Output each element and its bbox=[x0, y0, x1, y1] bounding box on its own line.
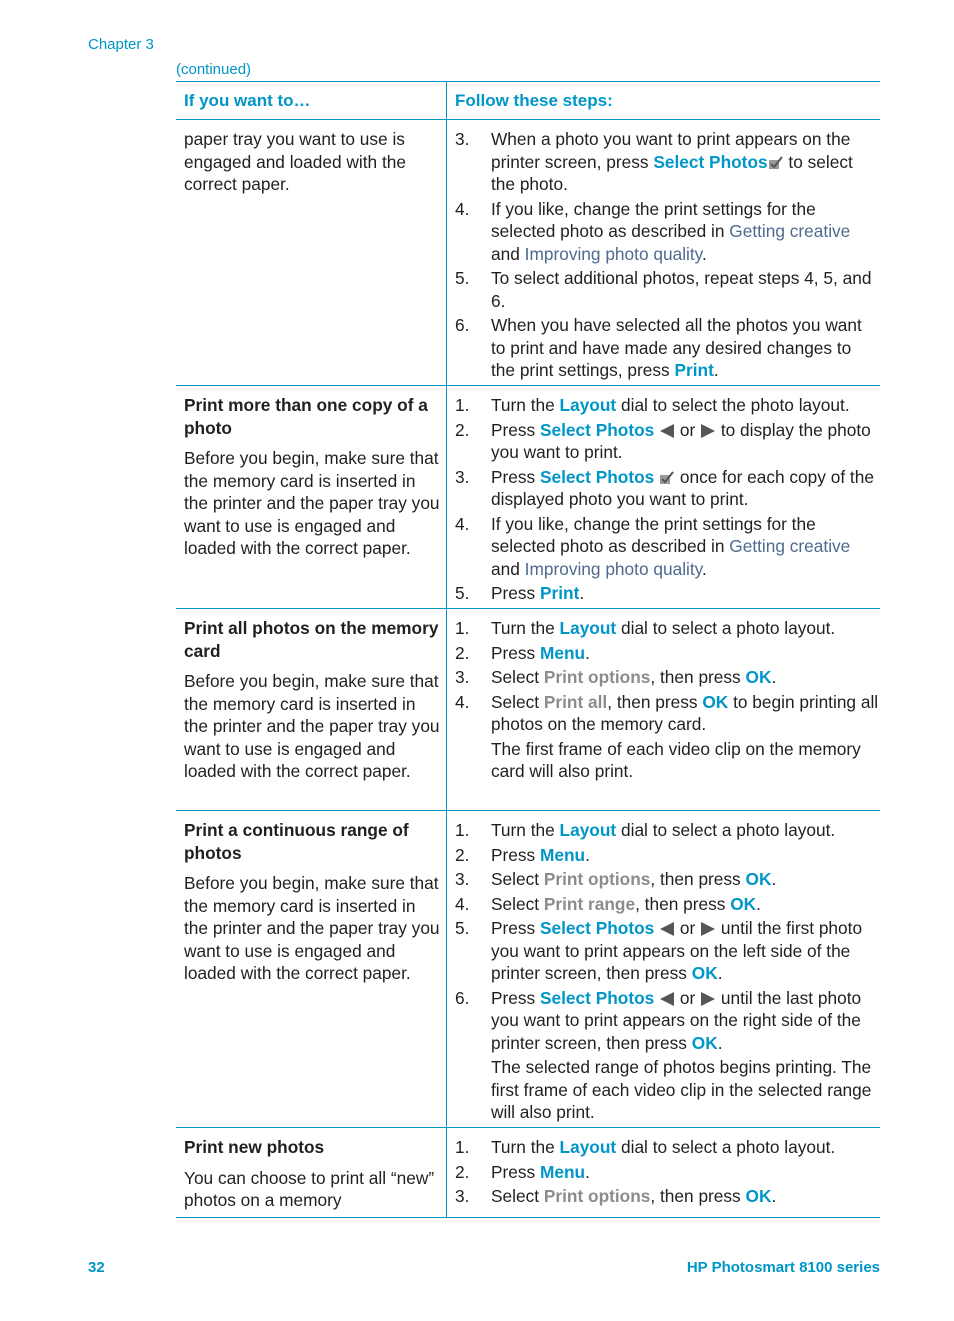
step-item bbox=[455, 917, 880, 985]
step-text: until the last photo you want to print appears on the right side of the printer screen, then press bbox=[491, 987, 862, 1053]
step-item bbox=[455, 314, 880, 382]
step-text: Select bbox=[491, 869, 544, 889]
arrow-left-icon bbox=[659, 921, 675, 937]
goal-title: Print a continuous range of photos bbox=[184, 820, 409, 863]
checkmark-icon bbox=[659, 471, 675, 485]
step-text: Press bbox=[491, 642, 540, 663]
step-note: The selected range of photos begins printing. The first frame of each video clip in the selected range will also print. bbox=[491, 1057, 872, 1122]
print-options-menu-item: Print options bbox=[543, 869, 651, 889]
product-name: HP Photosmart 8100 series bbox=[686, 1259, 880, 1276]
step-item bbox=[455, 844, 880, 867]
step-text: Turn the bbox=[491, 820, 560, 840]
step-text: Turn the bbox=[491, 1137, 560, 1157]
step-number: 6. bbox=[455, 987, 470, 1008]
step-item bbox=[455, 987, 880, 1055]
goal-description: Before you begin, make sure that the memory card is inserted in the printer and the paper tray you want to use is engaged and loaded with the correct paper. bbox=[184, 873, 440, 983]
step-text: Press bbox=[491, 844, 540, 865]
layout-dial-label: Layout bbox=[559, 1137, 617, 1157]
goal-description: paper tray you want to use is engaged and loaded with the correct paper. bbox=[184, 129, 406, 194]
checkmark-icon bbox=[768, 156, 784, 170]
step-item bbox=[455, 394, 880, 417]
step-text: Press bbox=[491, 1161, 540, 1182]
step-text: , then press bbox=[607, 691, 703, 712]
step-number: 4. bbox=[455, 893, 470, 914]
select-photos-button-label: Select Photos bbox=[539, 987, 655, 1008]
goal-cell bbox=[176, 120, 447, 385]
goal-cell bbox=[176, 811, 447, 1127]
step-number: 2. bbox=[455, 642, 470, 663]
improving-photo-quality-link[interactable]: Improving photo quality bbox=[524, 558, 703, 579]
step-item bbox=[455, 198, 880, 266]
step-text: to display the photo you want to print. bbox=[491, 419, 871, 462]
step-text: . bbox=[756, 893, 761, 914]
goal-title: Print all photos on the memory card bbox=[184, 618, 439, 661]
steps-table bbox=[176, 81, 880, 1218]
step-text: If you like, change the print settings for the selected photo as described in bbox=[491, 513, 816, 556]
layout-dial-label: Layout bbox=[559, 395, 617, 415]
step-number: 2. bbox=[455, 844, 470, 865]
steps-cell bbox=[447, 609, 880, 810]
arrow-right-icon bbox=[700, 991, 716, 1007]
step-number: 1. bbox=[455, 395, 470, 415]
ok-button-label: OK bbox=[745, 1186, 772, 1206]
column-header-goal: If you want to… bbox=[176, 82, 447, 119]
step-text: Press bbox=[491, 466, 540, 487]
step-number: 2. bbox=[455, 1161, 470, 1182]
ok-button-label: OK bbox=[745, 869, 772, 889]
menu-button-label: Menu bbox=[539, 642, 586, 663]
print-all-menu-item: Print all bbox=[543, 691, 608, 712]
step-text: Press bbox=[491, 419, 540, 440]
arrow-left-icon bbox=[659, 991, 675, 1007]
step-text: once for each copy of the displayed photo you want to print. bbox=[491, 466, 874, 509]
print-options-menu-item: Print options bbox=[543, 1186, 651, 1206]
table-row bbox=[176, 120, 880, 386]
steps-cell bbox=[447, 386, 880, 608]
print-range-menu-item: Print range bbox=[543, 893, 636, 914]
step-number: 6. bbox=[455, 315, 470, 335]
step-text: , then press bbox=[650, 667, 746, 687]
step-text: Select bbox=[491, 667, 544, 687]
step-text: If you like, change the print settings for the selected photo as described in bbox=[491, 198, 816, 241]
ok-button-label: OK bbox=[730, 893, 757, 914]
step-number: 4. bbox=[455, 691, 470, 712]
goal-title: Print more than one copy of a photo bbox=[184, 395, 428, 438]
step-item bbox=[455, 466, 880, 511]
step-text: dial to select a photo layout. bbox=[616, 820, 836, 840]
goal-description: Before you begin, make sure that the memory card is inserted in the printer and the paper tray you want to use is engaged and loaded with the correct paper. bbox=[184, 671, 440, 781]
step-text: or bbox=[675, 918, 701, 938]
steps-cell bbox=[447, 1128, 880, 1217]
step-number: 3. bbox=[455, 466, 470, 487]
step-text: dial to select the photo layout. bbox=[616, 395, 850, 415]
menu-button-label: Menu bbox=[539, 1161, 586, 1182]
step-number: 1. bbox=[455, 820, 470, 840]
step-text: . bbox=[771, 869, 777, 889]
step-text: . bbox=[579, 583, 585, 603]
step-item bbox=[455, 893, 880, 916]
goal-description: Before you begin, make sure that the memory card is inserted in the printer and the paper tray you want to use is engaged and loaded with the correct paper. bbox=[184, 448, 440, 558]
select-photos-button-label: Select Photos bbox=[539, 918, 655, 938]
getting-creative-link[interactable]: Getting creative bbox=[729, 221, 851, 241]
table-row bbox=[176, 609, 880, 811]
step-text: When you have selected all the photos you want to print and have made any desired changes to the print settings, press bbox=[491, 315, 862, 380]
step-text: . bbox=[771, 1186, 777, 1206]
step-item bbox=[455, 1161, 880, 1184]
step-text: . bbox=[585, 844, 590, 865]
step-item bbox=[455, 128, 880, 196]
step-item bbox=[455, 582, 880, 605]
arrow-left-icon bbox=[659, 423, 675, 439]
step-item bbox=[455, 617, 880, 640]
step-number: 5. bbox=[455, 583, 470, 603]
step-number: 4. bbox=[455, 198, 470, 219]
step-text: . bbox=[713, 360, 719, 380]
step-item bbox=[455, 419, 880, 464]
step-text: dial to select a photo layout. bbox=[616, 1137, 836, 1157]
step-number: 1. bbox=[455, 618, 470, 638]
step-number: 3. bbox=[455, 667, 470, 687]
menu-button-label: Menu bbox=[539, 844, 586, 865]
step-item bbox=[455, 642, 880, 665]
step-item bbox=[455, 691, 880, 736]
arrow-right-icon bbox=[700, 423, 716, 439]
step-text: . bbox=[702, 558, 707, 579]
step-text: . bbox=[717, 1032, 723, 1053]
step-text: Turn the bbox=[491, 395, 560, 415]
step-item bbox=[455, 819, 880, 842]
step-item bbox=[455, 868, 880, 891]
step-text: Select bbox=[491, 691, 544, 712]
table-row bbox=[176, 386, 880, 609]
step-number: 2. bbox=[455, 419, 470, 440]
step-text: to select the photo. bbox=[491, 151, 853, 194]
step-number: 3. bbox=[455, 1186, 470, 1206]
step-number: 5. bbox=[455, 268, 470, 288]
step-text: . bbox=[702, 243, 707, 264]
page-number: 32 bbox=[88, 1259, 105, 1276]
getting-creative-link[interactable]: Getting creative bbox=[729, 536, 851, 556]
arrow-right-icon bbox=[700, 921, 716, 937]
step-text: . bbox=[771, 667, 777, 687]
print-button-label: Print bbox=[674, 360, 714, 380]
step-item bbox=[455, 1185, 880, 1208]
step-text: , then press bbox=[635, 893, 731, 914]
ok-button-label: OK bbox=[691, 1032, 718, 1053]
table-row bbox=[176, 1128, 880, 1218]
step-text: , then press bbox=[650, 1186, 746, 1206]
layout-dial-label: Layout bbox=[559, 820, 617, 840]
step-text: Select bbox=[491, 893, 544, 914]
step-text: . bbox=[585, 642, 590, 663]
print-options-menu-item: Print options bbox=[543, 667, 651, 687]
step-text: Turn the bbox=[491, 618, 560, 638]
select-photos-button-label: Select Photos bbox=[653, 151, 768, 172]
step-number: 5. bbox=[455, 918, 470, 938]
layout-dial-label: Layout bbox=[559, 618, 617, 638]
goal-description: You can choose to print all “new” photos on a memory bbox=[184, 1167, 435, 1210]
step-text: Press bbox=[491, 583, 540, 603]
goal-cell bbox=[176, 1128, 447, 1217]
step-text: To select additional photos, repeat steps 4, 5, and 6. bbox=[491, 268, 872, 311]
step-text: or bbox=[675, 987, 701, 1008]
step-note: The first frame of each video clip on the memory card will also print. bbox=[491, 738, 861, 781]
ok-button-label: OK bbox=[745, 667, 772, 687]
step-item bbox=[455, 1136, 880, 1159]
step-number: 1. bbox=[455, 1137, 470, 1157]
step-text: Press bbox=[491, 918, 540, 938]
step-text: Select bbox=[491, 1186, 544, 1206]
select-photos-button-label: Select Photos bbox=[539, 419, 655, 440]
chapter-label: Chapter 3 bbox=[88, 36, 154, 53]
step-number: 3. bbox=[455, 129, 470, 149]
goal-cell bbox=[176, 609, 447, 810]
step-text: to begin printing all photos on the memory card. bbox=[491, 691, 879, 734]
step-item bbox=[455, 513, 880, 581]
step-text: and bbox=[491, 243, 525, 264]
step-text: or bbox=[675, 419, 701, 440]
steps-cell bbox=[447, 120, 880, 385]
step-text: dial to select a photo layout. bbox=[616, 618, 836, 638]
improving-photo-quality-link[interactable]: Improving photo quality bbox=[524, 243, 703, 264]
column-header-steps: Follow these steps: bbox=[455, 91, 613, 110]
step-number: 4. bbox=[455, 513, 470, 534]
step-text: . bbox=[585, 1161, 590, 1182]
step-text: . bbox=[717, 963, 723, 983]
select-photos-button-label: Select Photos bbox=[539, 466, 655, 487]
goal-title: Print new photos bbox=[184, 1137, 325, 1157]
step-number: 3. bbox=[455, 869, 470, 889]
print-button-label: Print bbox=[539, 583, 580, 603]
step-item bbox=[455, 666, 880, 689]
continued-label: (continued) bbox=[176, 61, 252, 78]
step-text: , then press bbox=[650, 869, 746, 889]
step-text: until the first photo you want to print appears on the left side of the printer screen, then press bbox=[491, 918, 863, 983]
steps-cell bbox=[447, 811, 880, 1127]
step-text: and bbox=[491, 558, 525, 579]
step-item bbox=[455, 267, 880, 312]
table-header bbox=[176, 82, 880, 120]
ok-button-label: OK bbox=[702, 691, 729, 712]
step-text: Press bbox=[491, 987, 540, 1008]
step-text: When a photo you want to print appears on the printer screen, press bbox=[491, 129, 851, 172]
ok-button-label: OK bbox=[691, 963, 718, 983]
table-row bbox=[176, 811, 880, 1128]
goal-cell bbox=[176, 386, 447, 608]
